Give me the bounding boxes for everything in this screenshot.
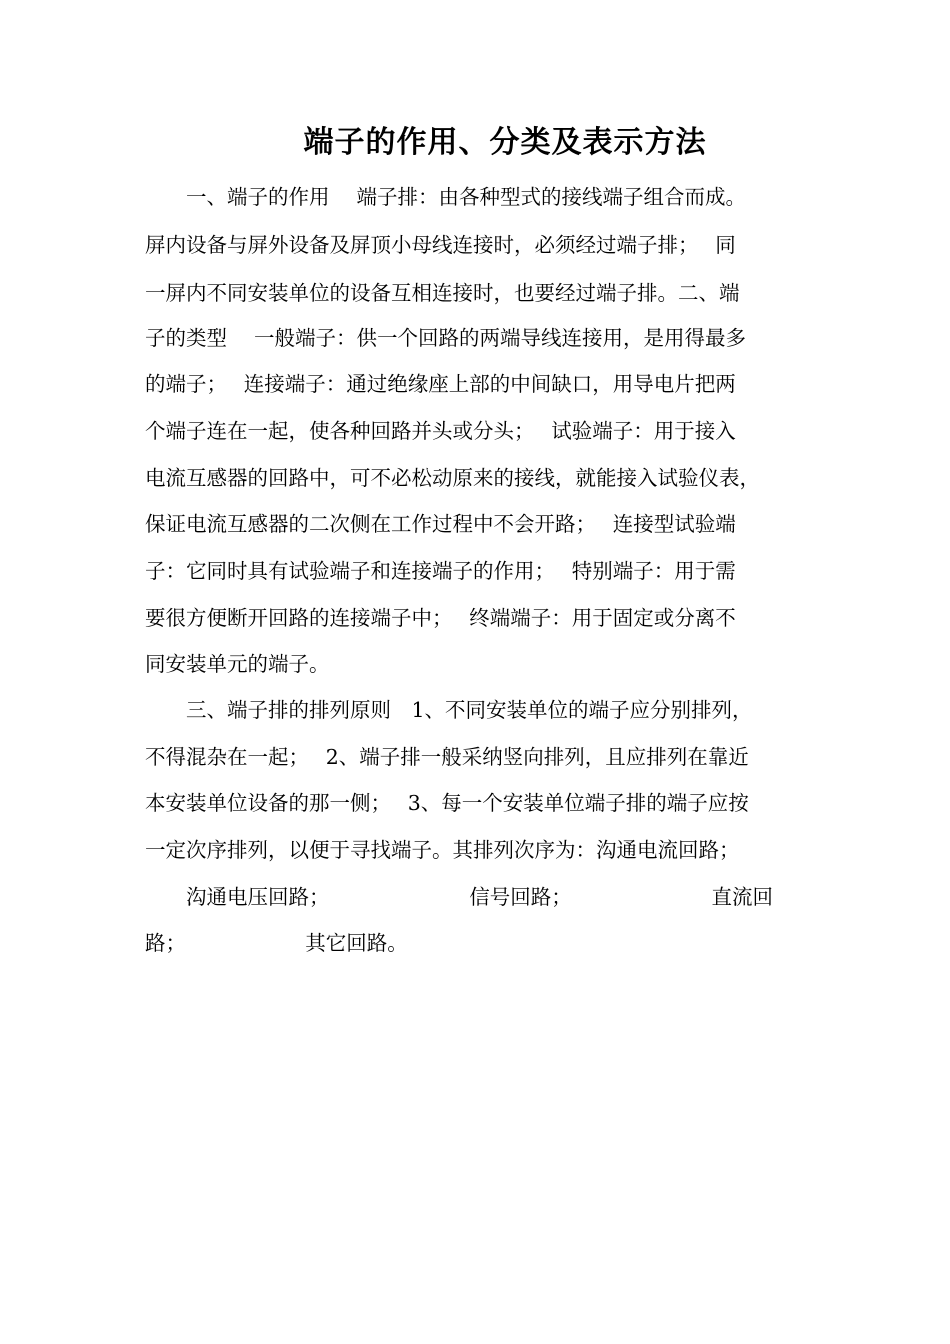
text-line-16: 沟通电压回路； 信号回路； 直流回	[145, 885, 774, 909]
text-line-10: 要很方便断开回路的连接端子中； 终端端子：用于固定或分离不	[145, 606, 736, 630]
text-line-7: 电流互感器的回路中，可不必松动原来的接线，就能接入试验仪表，	[145, 466, 760, 490]
text-line-15: 一定次序排列，以便于寻找端子。其排列次序为：沟通电流回路；	[145, 838, 740, 862]
text-line-5: 的端子； 连接端子：通过绝缘座上部的中间缺口，用导电片把两	[145, 372, 736, 396]
text-line-2: 屏内设备与屏外设备及屏顶小母线连接时，必须经过端子排； 同	[145, 233, 736, 257]
text-line-6: 个端子连在一起，使各种回路并头或分头； 试验端子：用于接入	[145, 419, 736, 443]
text-line-1: 一、端子的作用 端子排：由各种型式的接线端子组合而成。	[145, 185, 747, 209]
text-line-17: 路； 其它回路。	[145, 931, 408, 955]
text-line-3: 一屏内不同安装单位的设备互相连接时，也要经过端子排。二、端	[145, 281, 740, 305]
text-line-14: 本安装单位设备的那一侧； 3、每一个安装单位端子排的端子应按	[145, 791, 749, 815]
text-line-12: 三、端子排的排列原则 1、不同安装单位的端子应分别排列，	[145, 698, 753, 722]
text-line-11: 同安装单元的端子。	[145, 652, 330, 676]
text-line-13: 不得混杂在一起； 2、端子排一般采纳竖向排列，且应排列在靠近	[145, 745, 749, 769]
text-line-9: 子：它同时具有试验端子和连接端子的作用； 特别端子：用于需	[145, 559, 736, 583]
document-title: 端子的作用、分类及表示方法	[303, 125, 707, 160]
text-line-8: 保证电流互感器的二次侧在工作过程中不会开路； 连接型试验端	[145, 512, 736, 536]
text-line-4: 子的类型 一般端子：供一个回路的两端导线连接用，是用得最多	[145, 326, 747, 350]
